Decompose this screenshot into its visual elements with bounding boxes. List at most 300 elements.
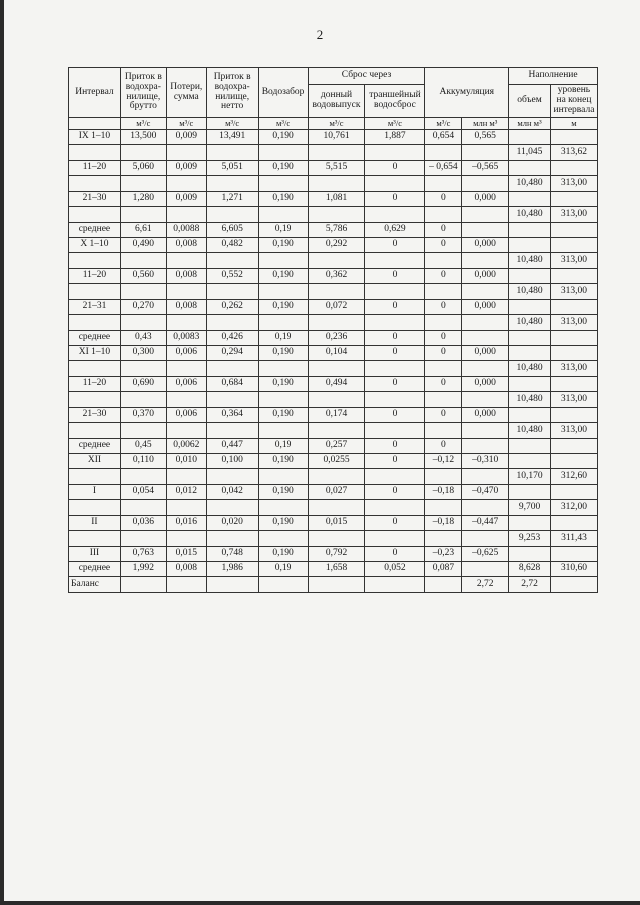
cell-bottom-outlet: 5,786 [308,223,365,238]
cell-empty [365,315,425,331]
cell-trench-spillway: 0 [365,331,425,346]
cell-trench-spillway: 0 [365,269,425,284]
cell-empty [120,469,166,485]
cell-bottom-outlet: 0,257 [308,439,365,454]
cell-acc-volume: 0,000 [462,346,509,361]
cell-volume: 10,480 [509,176,551,192]
cell-empty [462,284,509,300]
cell-acc-volume [462,562,509,577]
cell-empty [258,315,308,331]
cell-inflow-net: 0,447 [206,439,258,454]
cell-trench-spillway: 1,887 [365,130,425,145]
cell-interval: среднее [69,439,121,454]
cell-level: 313,00 [550,392,597,408]
cell-acc-flow: 0 [425,192,462,207]
table-row [69,192,598,207]
cell-bottom-outlet: 0,494 [308,377,365,392]
cell-empty [365,423,425,439]
unit-trench-spillway: м³/с [365,118,425,130]
cell-empty [258,423,308,439]
cell-losses: 0,012 [166,485,206,500]
cell-volume: 8,628 [509,562,551,577]
cell-losses: 0,016 [166,516,206,531]
table-row [69,454,598,469]
cell-level [550,346,597,361]
cell-inflow-gross: 0,370 [120,408,166,423]
cell-empty [206,207,258,223]
cell-level [550,331,597,346]
cell-inflow-net: 0,020 [206,516,258,531]
cell-volume: 11,045 [509,145,551,161]
cell-acc-volume: 0,000 [462,377,509,392]
cell-empty [258,284,308,300]
cell-interval: IX 1–10 [69,130,121,145]
cell-empty [462,176,509,192]
cell-losses: 0,008 [166,300,206,315]
cell-empty [166,577,206,593]
cell-intake: 0,190 [258,269,308,284]
cell-empty [206,423,258,439]
header-interval: Интервал [69,68,121,118]
fill-row [69,531,598,547]
cell-empty [308,500,365,516]
cell-empty [425,253,462,269]
cell-acc-flow: – 0,654 [425,161,462,176]
cell-empty [166,361,206,377]
cell-empty [120,500,166,516]
cell-level: 310,60 [550,562,597,577]
cell-acc-flow: –0,23 [425,547,462,562]
cell-empty [69,469,121,485]
cell-inflow-gross: 0,560 [120,269,166,284]
cell-interval: 21–30 [69,192,121,207]
cell-empty [206,361,258,377]
header-bottom-outlet: донный водовыпуск [308,85,365,118]
cell-volume [509,130,551,145]
header-discharge: Сброс через [308,68,425,85]
cell-empty [308,284,365,300]
cell-inflow-gross: 0,43 [120,331,166,346]
table-row [69,516,598,531]
cell-trench-spillway: 0 [365,161,425,176]
cell-volume: 10,170 [509,469,551,485]
unit-inflow-gross: м³/с [120,118,166,130]
cell-empty [206,145,258,161]
cell-level: 312,00 [550,500,597,516]
cell-inflow-gross: 1,280 [120,192,166,207]
cell-bottom-outlet: 1,081 [308,192,365,207]
header-inflow-net: Приток в водохра- нилище, нетто [206,68,258,118]
cell-intake: 0,19 [258,562,308,577]
cell-acc-flow: –0,18 [425,516,462,531]
cell-inflow-net: 0,042 [206,485,258,500]
cell-empty [425,531,462,547]
cell-losses: 0,009 [166,130,206,145]
cell-volume [509,223,551,238]
cell-level: 311,43 [550,531,597,547]
cell-acc-flow: 0 [425,331,462,346]
cell-interval: 11–20 [69,269,121,284]
cell-empty [425,577,462,593]
cell-acc-flow: 0 [425,300,462,315]
cell-empty [120,145,166,161]
cell-empty [69,531,121,547]
unit-interval [69,118,121,130]
cell-intake: 0,190 [258,161,308,176]
cell-volume [509,161,551,176]
cell-empty [166,469,206,485]
unit-acc-flow: м³/с [425,118,462,130]
cell-acc-volume: 0,565 [462,130,509,145]
unit-level: м [550,118,597,130]
fill-row [69,284,598,300]
cell-interval: III [69,547,121,562]
cell-empty [69,145,121,161]
cell-bottom-outlet: 0,104 [308,346,365,361]
cell-inflow-net: 0,552 [206,269,258,284]
cell-inflow-gross: 0,763 [120,547,166,562]
cell-trench-spillway: 0 [365,454,425,469]
cell-losses: 0,008 [166,562,206,577]
cell-level [550,130,597,145]
header-filling: Наполнение [509,68,598,85]
cell-volume: 10,480 [509,253,551,269]
cell-inflow-gross: 13,500 [120,130,166,145]
balance-row [69,577,598,593]
cell-bottom-outlet: 0,072 [308,300,365,315]
cell-inflow-gross: 0,690 [120,377,166,392]
cell-empty [258,176,308,192]
cell-empty [462,315,509,331]
cell-empty [365,361,425,377]
cell-intake: 0,190 [258,130,308,145]
cell-intake: 0,19 [258,439,308,454]
cell-empty [69,207,121,223]
cell-losses: 0,008 [166,238,206,253]
header-losses: Потери, сумма [166,68,206,118]
cell-empty [308,531,365,547]
cell-empty [308,392,365,408]
cell-acc-volume [462,439,509,454]
cell-trench-spillway: 0 [365,547,425,562]
cell-volume [509,377,551,392]
table-row [69,300,598,315]
cell-empty [425,500,462,516]
cell-bottom-outlet: 0,027 [308,485,365,500]
cell-bottom-outlet: 0,0255 [308,454,365,469]
fill-row [69,176,598,192]
cell-empty [365,253,425,269]
cell-volume: 10,480 [509,315,551,331]
cell-level [550,516,597,531]
cell-level: 313,00 [550,315,597,331]
cell-empty [206,284,258,300]
table-row [69,377,598,392]
cell-empty [365,577,425,593]
cell-intake: 0,190 [258,408,308,423]
cell-level [550,223,597,238]
cell-bottom-outlet: 1,658 [308,562,365,577]
cell-volume [509,485,551,500]
cell-empty [425,469,462,485]
cell-empty [425,176,462,192]
cell-volume [509,331,551,346]
cell-acc-volume: –0,565 [462,161,509,176]
cell-empty [425,207,462,223]
fill-row [69,315,598,331]
cell-inflow-gross: 0,036 [120,516,166,531]
cell-bottom-outlet: 5,515 [308,161,365,176]
cell-empty [120,315,166,331]
cell-empty [308,207,365,223]
cell-empty [258,253,308,269]
cell-interval: XII [69,454,121,469]
cell-losses: 0,0083 [166,331,206,346]
cell-intake: 0,190 [258,192,308,207]
cell-empty [365,176,425,192]
cell-empty [120,392,166,408]
cell-inflow-net: 13,491 [206,130,258,145]
cell-trench-spillway: 0 [365,408,425,423]
cell-volume: 10,480 [509,392,551,408]
cell-volume [509,346,551,361]
cell-losses: 0,015 [166,547,206,562]
cell-inflow-net: 0,748 [206,547,258,562]
fill-row [69,392,598,408]
cell-trench-spillway: 0 [365,485,425,500]
table-row [69,346,598,361]
cell-trench-spillway: 0 [365,439,425,454]
cell-interval: 21–31 [69,300,121,315]
cell-level [550,547,597,562]
cell-bottom-outlet: 10,761 [308,130,365,145]
cell-inflow-gross: 6,61 [120,223,166,238]
cell-bottom-outlet: 0,174 [308,408,365,423]
cell-empty [365,469,425,485]
cell-inflow-gross: 0,110 [120,454,166,469]
cell-level [550,454,597,469]
table-row [69,238,598,253]
cell-intake: 0,190 [258,516,308,531]
cell-losses: 0,009 [166,192,206,207]
cell-empty [425,315,462,331]
cell-acc-flow: –0,12 [425,454,462,469]
cell-empty [550,577,597,593]
cell-empty [462,531,509,547]
cell-acc-flow: 0 [425,238,462,253]
fill-row [69,500,598,516]
cell-empty [166,253,206,269]
table-row [69,269,598,284]
table-row [69,562,598,577]
cell-volume: 10,480 [509,423,551,439]
cell-empty [462,207,509,223]
header-accumulation: Аккумуляция [425,68,509,118]
cell-empty [258,392,308,408]
header-inflow-gross: Приток в водохра- нилище, брутто [120,68,166,118]
cell-volume: 10,480 [509,361,551,377]
balance-acc-volume: 2,72 [462,577,509,593]
cell-empty [425,392,462,408]
header-trench-spillway: траншейный водосброс [365,85,425,118]
cell-empty [308,423,365,439]
header-intake: Водозабор [258,68,308,118]
cell-intake: 0,190 [258,300,308,315]
balance-volume: 2,72 [509,577,551,593]
table-row [69,547,598,562]
cell-empty [206,176,258,192]
cell-empty [308,145,365,161]
cell-empty [206,577,258,593]
cell-interval: 11–20 [69,161,121,176]
cell-bottom-outlet: 0,015 [308,516,365,531]
cell-acc-flow: 0 [425,346,462,361]
cell-empty [120,423,166,439]
cell-empty [365,207,425,223]
cell-inflow-gross: 0,270 [120,300,166,315]
cell-acc-flow: 0 [425,269,462,284]
cell-acc-volume: –0,310 [462,454,509,469]
cell-empty [120,531,166,547]
cell-empty [308,176,365,192]
cell-intake: 0,19 [258,223,308,238]
cell-empty [206,253,258,269]
cell-intake: 0,19 [258,331,308,346]
cell-acc-flow: 0 [425,408,462,423]
cell-intake: 0,190 [258,346,308,361]
cell-level [550,485,597,500]
cell-volume: 9,253 [509,531,551,547]
cell-empty [258,500,308,516]
cell-losses: 0,009 [166,161,206,176]
fill-row [69,469,598,485]
cell-level: 313,00 [550,207,597,223]
cell-empty [120,253,166,269]
cell-empty [258,207,308,223]
cell-empty [365,145,425,161]
cell-acc-flow: –0,18 [425,485,462,500]
cell-level [550,300,597,315]
cell-empty [425,145,462,161]
cell-trench-spillway: 0,629 [365,223,425,238]
cell-empty [258,361,308,377]
cell-level [550,161,597,176]
cell-level: 313,00 [550,423,597,439]
cell-acc-flow: 0 [425,223,462,238]
cell-losses: 0,0088 [166,223,206,238]
cell-inflow-gross: 0,45 [120,439,166,454]
cell-empty [69,392,121,408]
table-row [69,130,598,145]
cell-empty [166,207,206,223]
cell-volume [509,547,551,562]
cell-inflow-net: 1,986 [206,562,258,577]
cell-empty [166,500,206,516]
cell-empty [258,469,308,485]
cell-interval: 21–30 [69,408,121,423]
cell-inflow-net: 0,294 [206,346,258,361]
cell-acc-volume: 0,000 [462,192,509,207]
cell-level [550,439,597,454]
cell-empty [462,253,509,269]
unit-volume: млн м³ [509,118,551,130]
cell-empty [69,361,121,377]
cell-volume [509,408,551,423]
cell-empty [206,531,258,547]
cell-empty [258,577,308,593]
cell-losses: 0,006 [166,408,206,423]
cell-acc-volume: –0,625 [462,547,509,562]
cell-empty [308,315,365,331]
cell-volume [509,300,551,315]
scan-edge [0,0,4,905]
cell-empty [365,531,425,547]
cell-interval: среднее [69,331,121,346]
cell-empty [462,469,509,485]
unit-acc-volume: млн м³ [462,118,509,130]
cell-empty [166,176,206,192]
cell-volume [509,269,551,284]
cell-empty [120,176,166,192]
cell-intake: 0,190 [258,485,308,500]
cell-empty [308,469,365,485]
cell-level: 313,00 [550,253,597,269]
scan-bottom-edge [0,901,640,905]
cell-empty [462,392,509,408]
unit-intake: м³/с [258,118,308,130]
cell-empty [166,423,206,439]
cell-empty [69,284,121,300]
cell-empty [120,361,166,377]
cell-empty [462,500,509,516]
unit-bottom-outlet: м³/с [308,118,365,130]
cell-volume [509,516,551,531]
cell-acc-volume: –0,447 [462,516,509,531]
header-level-end: уровень на конец интервала [550,85,597,118]
cell-inflow-net: 6,605 [206,223,258,238]
fill-row [69,423,598,439]
cell-intake: 0,190 [258,454,308,469]
cell-interval: II [69,516,121,531]
cell-empty [308,577,365,593]
cell-acc-flow: 0,654 [425,130,462,145]
cell-acc-flow: 0 [425,377,462,392]
cell-volume [509,454,551,469]
cell-empty [69,253,121,269]
cell-losses: 0,010 [166,454,206,469]
cell-empty [69,315,121,331]
table-row [69,439,598,454]
cell-empty [69,500,121,516]
cell-empty [258,531,308,547]
cell-empty [308,361,365,377]
cell-acc-volume [462,331,509,346]
cell-empty [425,361,462,377]
cell-trench-spillway: 0 [365,300,425,315]
cell-losses: 0,006 [166,346,206,361]
fill-row [69,253,598,269]
cell-intake: 0,190 [258,547,308,562]
cell-empty [462,361,509,377]
cell-empty [258,145,308,161]
cell-trench-spillway: 0 [365,516,425,531]
cell-interval: XI 1–10 [69,346,121,361]
unit-losses: м³/с [166,118,206,130]
cell-inflow-net: 0,482 [206,238,258,253]
cell-empty [206,392,258,408]
cell-volume: 9,700 [509,500,551,516]
cell-inflow-net: 0,262 [206,300,258,315]
